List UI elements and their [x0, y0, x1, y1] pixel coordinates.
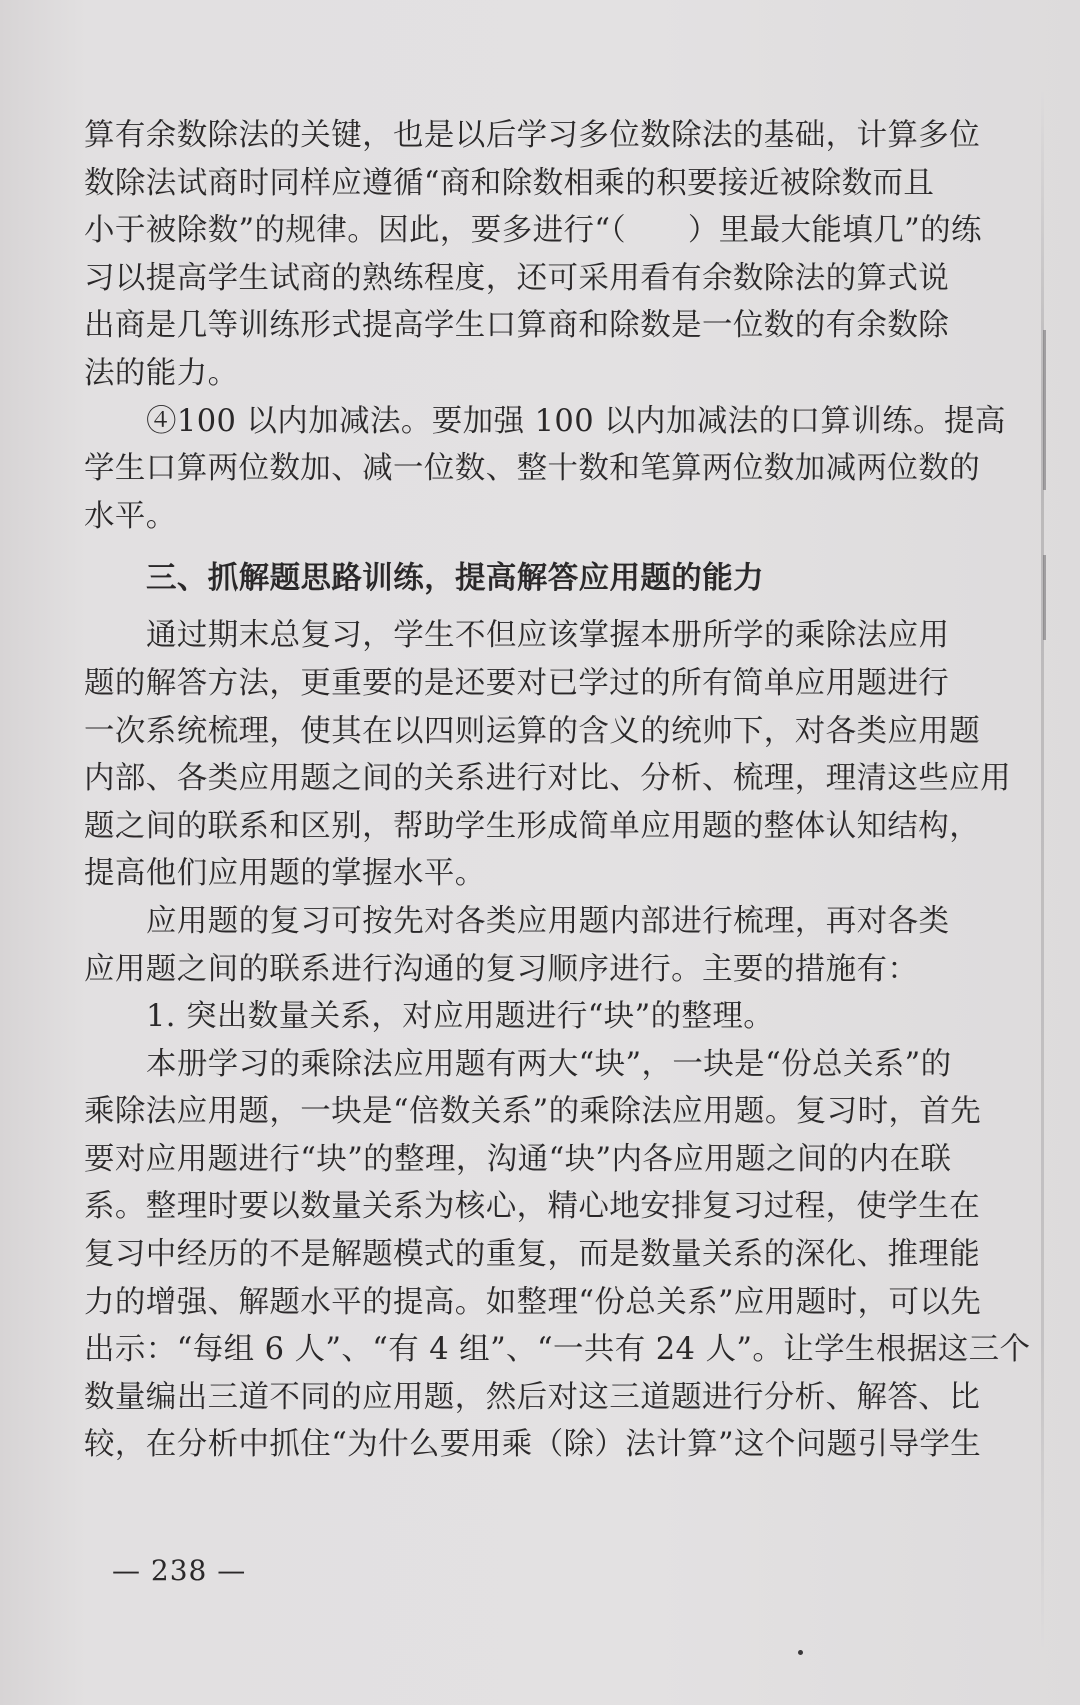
text-line: 复习中经历的不是解题模式的重复，而是数量关系的深化、推理能	[84, 1237, 981, 1273]
body-text	[84, 112, 1031, 1469]
text-line: 较，在分析中抓住“为什么要用乘（除）法计算”这个问题引导学生	[84, 1427, 982, 1463]
ink-speck	[798, 1650, 803, 1655]
subsection-title: 1. 突出数量关系，对应用题进行“块”的整理。	[146, 999, 775, 1035]
page-edge-shadow	[1041, 90, 1044, 1650]
text-line: 数除法试商时同样应遵循“商和除数相乘的积要接近被除数而且	[84, 165, 935, 201]
text-line: 内部、各类应用题之间的关系进行对比、分析、梳理，理清这些应用	[84, 761, 1011, 797]
text-line: 出示：“每组 6 人”、“有 4 组”、“一共有 24 人”。让学生根据这三个	[84, 1332, 1031, 1368]
text-line: 提高他们应用题的掌握水平。	[84, 856, 486, 892]
text-line: 通过期末总复习，学生不但应该掌握本册所学的乘除法应用	[146, 618, 950, 654]
text-line: 乘除法应用题，一块是“倍数关系”的乘除法应用题。复习时，首先	[84, 1094, 982, 1130]
text-line: 法的能力。	[84, 355, 239, 391]
text-line: 题的解答方法，更重要的是还要对已学过的所有简单应用题进行	[84, 665, 950, 701]
text-line: 数量编出三道不同的应用题，然后对这三道题进行分析、解答、比	[84, 1379, 981, 1415]
text-line: 算有余数除法的关键，也是以后学习多位数除法的基础，计算多位	[84, 118, 981, 153]
text-line: 题之间的联系和区别，帮助学生形成简单应用题的整体认知结构，	[84, 808, 981, 844]
text-line: 水平。	[84, 498, 177, 534]
text-line: 系。整理时要以数量关系为核心，精心地安排复习过程，使学生在	[84, 1189, 981, 1225]
text-line: 出商是几等训练形式提高学生口算商和除数是一位数的有余数除	[84, 308, 950, 344]
text-line: 小于被除数”的规律。因此，要多进行“（ ）里最大能填几”的练	[84, 213, 982, 249]
text-line: 一次系统梳理，使其在以四则运算的含义的统帅下，对各类应用题	[84, 713, 981, 749]
text-line: ④100 以内加减法。要加强 100 以内加减法的口算训练。提高	[146, 403, 1006, 439]
text-line: 应用题的复习可按先对各类应用题内部进行梳理，再对各类	[146, 903, 950, 939]
margin-mark	[1043, 555, 1046, 640]
margin-mark	[1043, 330, 1046, 490]
text-line: 本册学习的乘除法应用题有两大“块”，一块是“份总关系”的	[146, 1046, 952, 1082]
text-line: 学生口算两位数加、减一位数、整十数和笔算两位数加减两位数的	[84, 451, 981, 487]
page-number: — 238 —	[112, 1554, 247, 1587]
text-line: 习以提高学生试商的熟练程度，还可采用看有余数除法的算式说	[84, 260, 950, 296]
text-line: 应用题之间的联系进行沟通的复习顺序进行。主要的措施有：	[84, 951, 919, 987]
section-heading: 三、抓解题思路训练，提高解答应用题的能力	[146, 560, 764, 597]
text-line: 要对应用题进行“块”的整理，沟通“块”内各应用题之间的内在联	[84, 1141, 952, 1177]
text-line: 力的增强、解题水平的提高。如整理“份总关系”应用题时，可以先	[84, 1284, 982, 1320]
